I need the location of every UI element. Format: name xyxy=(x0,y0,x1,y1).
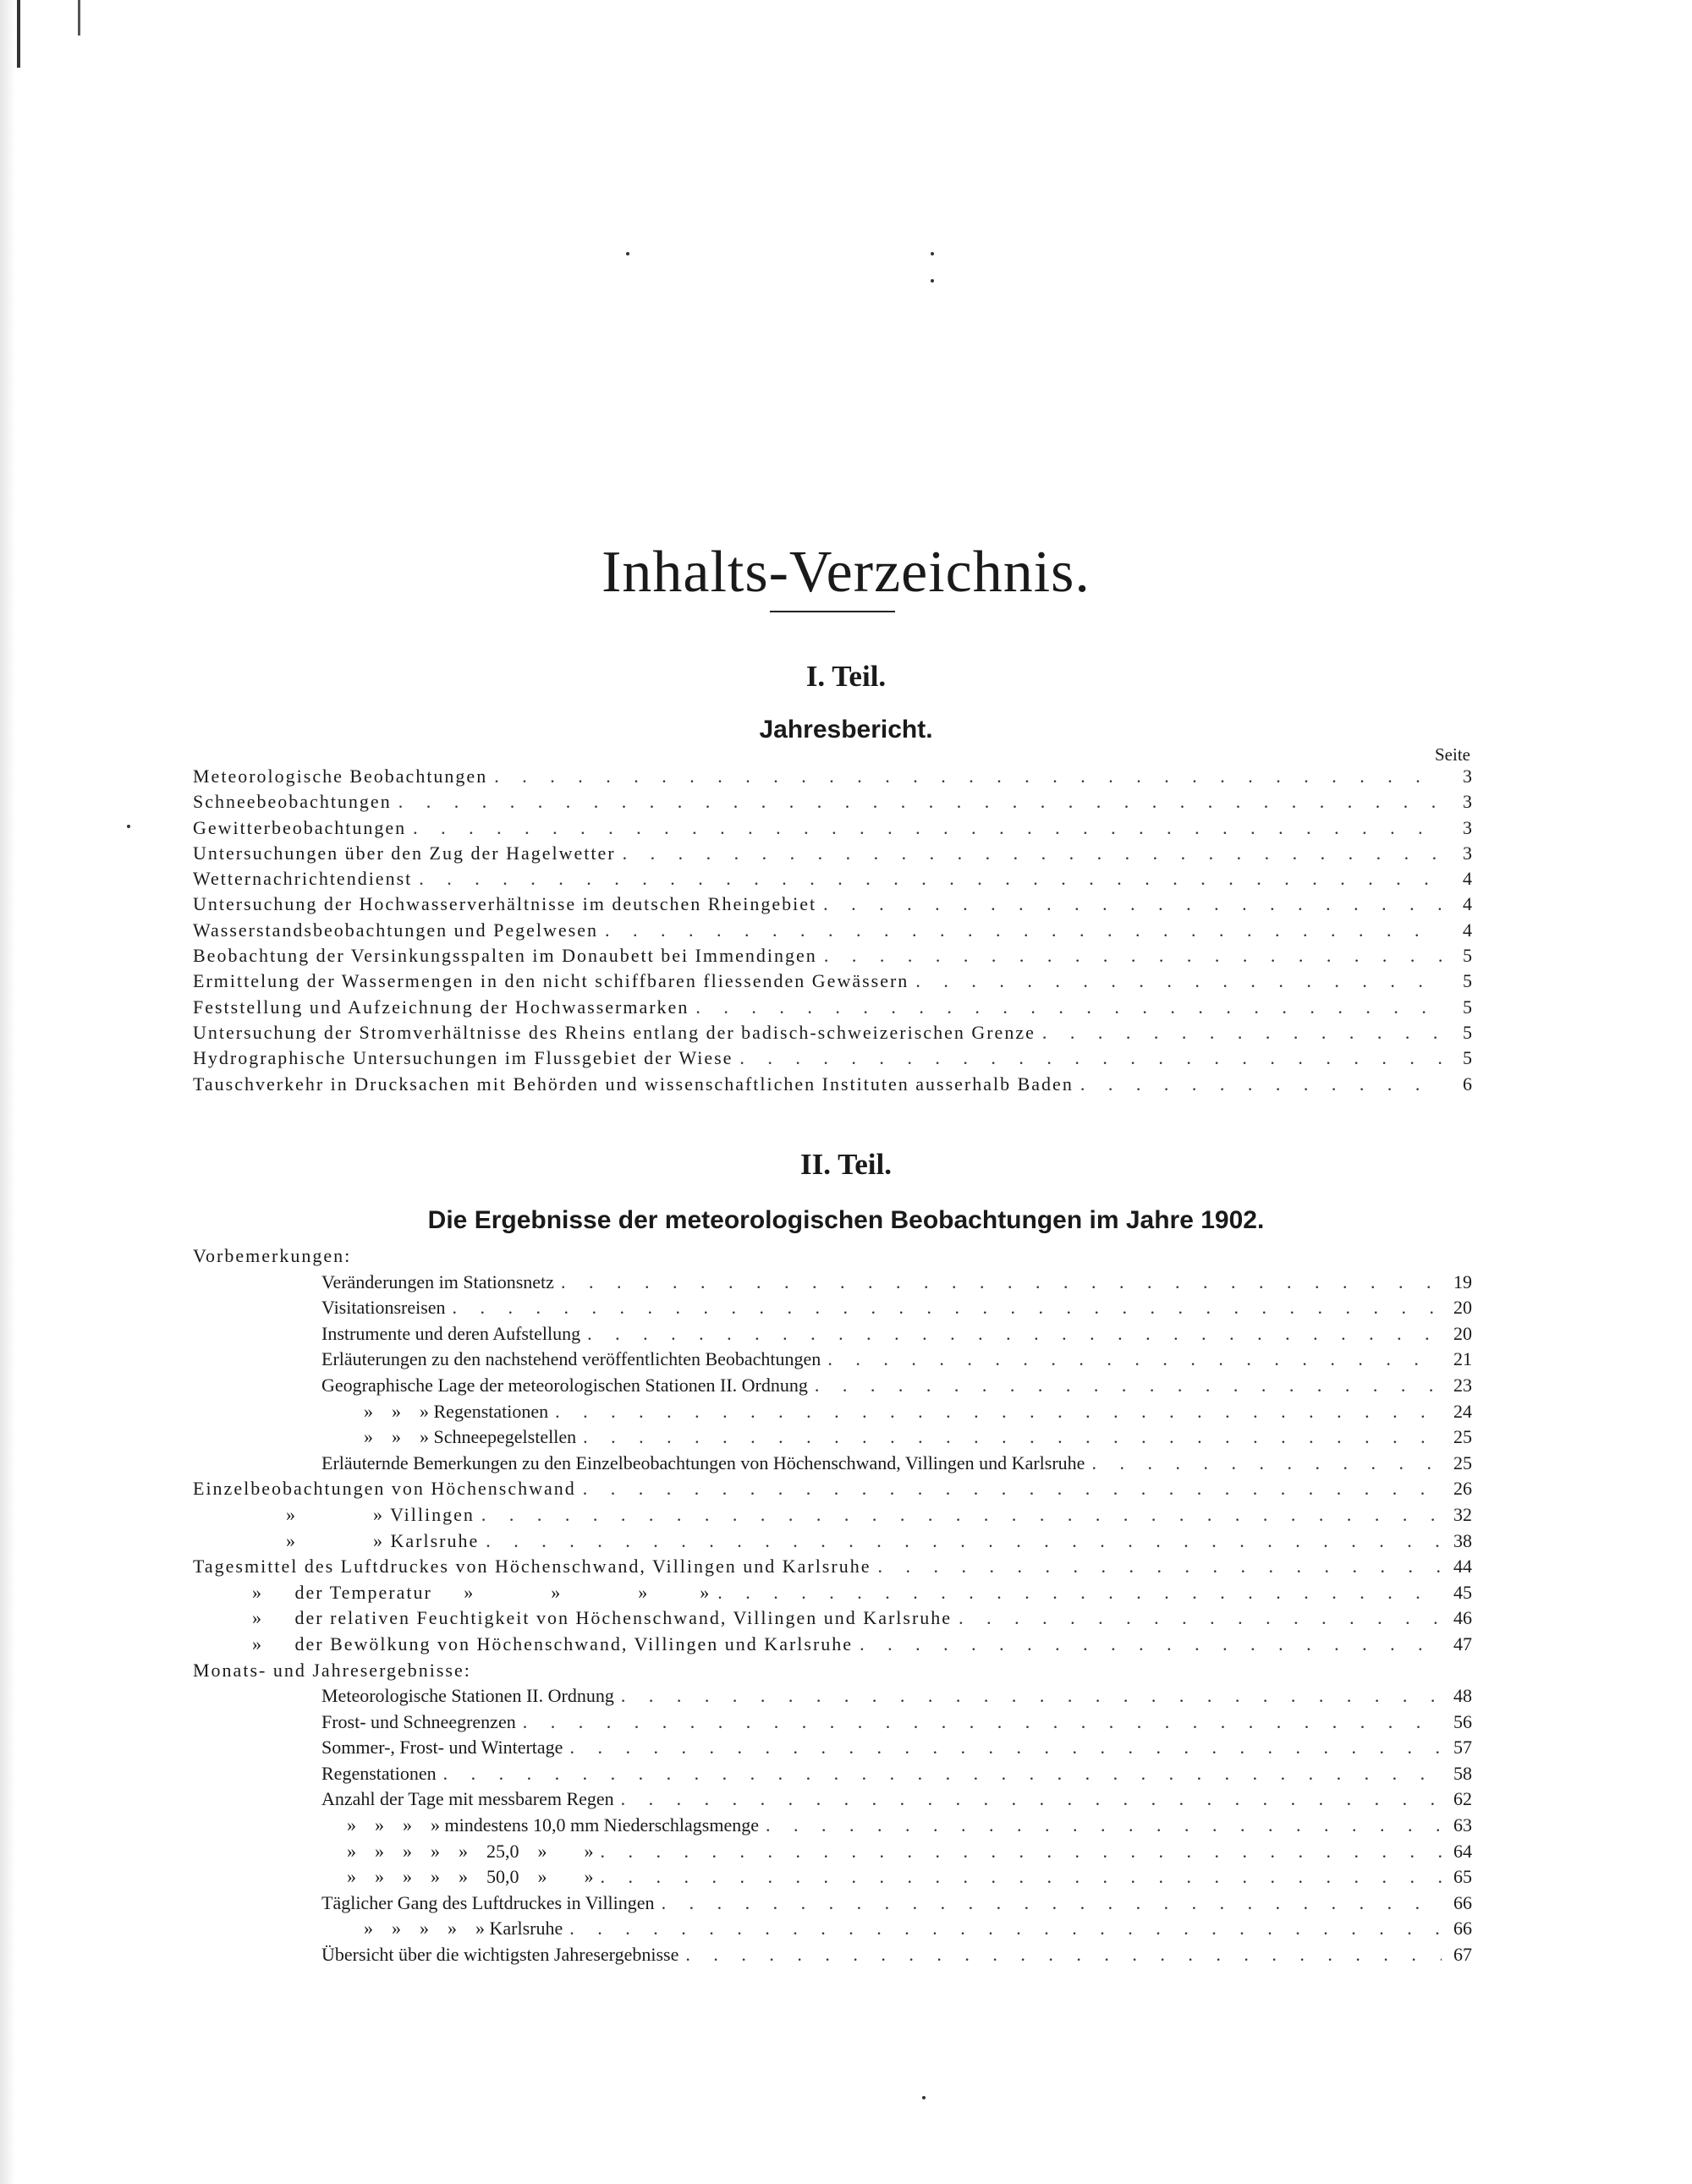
toc-entry xyxy=(193,866,1472,892)
toc-entry-text: Untersuchungen über den Zug der Hagelwetter xyxy=(193,842,616,864)
leader-dots xyxy=(583,1476,1442,1502)
toc-entry-text: » » » Regenstationen xyxy=(364,1400,549,1422)
toc-entry-text: Untersuchung der Hochwasserverhältnisse im deutschen Rheingebiet xyxy=(193,893,817,915)
toc-entry xyxy=(193,969,1472,994)
toc-entry xyxy=(193,1890,1472,1917)
toc-entry xyxy=(193,918,1472,943)
toc-entry-page: 67 xyxy=(1453,1944,1472,1966)
leader-dots xyxy=(827,1347,1442,1373)
leader-dots xyxy=(717,1580,1442,1606)
toc-entry-text: Feststellung und Aufzeichnung der Hochwassermarken xyxy=(193,996,689,1018)
part2-title: II. Teil. xyxy=(800,1148,892,1181)
toc-entry-page: 64 xyxy=(1453,1840,1472,1862)
toc-entry-page: 5 xyxy=(1463,1047,1472,1069)
toc-entry-page: 5 xyxy=(1463,996,1472,1018)
toc-entry-page: 58 xyxy=(1453,1762,1472,1784)
toc-entry xyxy=(193,943,1472,969)
toc-entry-text: Übersicht über die wichtigsten Jahresergebnisse xyxy=(321,1944,679,1966)
toc-entry xyxy=(193,995,1472,1020)
part1-toc xyxy=(193,764,1472,1097)
leader-dots xyxy=(824,943,1442,969)
toc-entry-page: 38 xyxy=(1453,1529,1472,1551)
toc-entry-text: Erläuternde Bemerkungen zu den Einzelbeobachtungen von Höchenschwand, Villingen und Karlsruhe xyxy=(321,1451,1085,1473)
toc-entry xyxy=(193,1839,1472,1865)
scan-speck xyxy=(931,279,934,283)
toc-entry xyxy=(193,1528,1472,1555)
toc-entry-page: 3 xyxy=(1463,816,1472,838)
scan-speck xyxy=(127,825,130,828)
toc-entry-page: 20 xyxy=(1453,1322,1472,1344)
toc-entry-page: 4 xyxy=(1463,868,1472,890)
leader-dots xyxy=(419,866,1442,892)
leader-dots xyxy=(453,1295,1442,1321)
part2-toc xyxy=(193,1243,1472,1968)
toc-entry-text: Einzelbeobachtungen von Höchenschwand xyxy=(193,1478,576,1500)
toc-entry-text: Sommer-, Frost- und Wintertage xyxy=(321,1737,563,1759)
leader-dots xyxy=(621,1786,1442,1813)
toc-entry-page: 24 xyxy=(1453,1400,1472,1422)
leader-dots xyxy=(877,1554,1442,1580)
toc-entry-page: 5 xyxy=(1463,970,1472,992)
toc-entry xyxy=(193,1424,1472,1451)
leader-dots xyxy=(583,1424,1442,1451)
toc-entry-text: » » Villingen xyxy=(286,1503,475,1525)
toc-entry xyxy=(193,1295,1472,1321)
toc-entry-text: Instrumente und deren Aufstellung xyxy=(321,1322,581,1344)
page-title: Inhalts-Verzeichnis. xyxy=(602,539,1090,605)
toc-entry-text: Ermittelung der Wassermengen in den nicht schiffbaren fliessenden Gewässern xyxy=(193,970,909,992)
toc-entry-page: 3 xyxy=(1463,842,1472,864)
toc-entry-text: » der relativen Feuchtigkeit von Höchenschwand, Villingen und Karlsruhe xyxy=(252,1607,953,1629)
leader-dots xyxy=(561,1270,1442,1296)
scan-speck xyxy=(626,252,629,255)
leader-dots xyxy=(494,764,1442,789)
toc-entry-text: Wasserstandsbeobachtungen und Pegelwesen xyxy=(193,919,599,941)
toc-entry-text: » der Temperatur » » » » xyxy=(252,1581,711,1603)
toc-entry xyxy=(193,1605,1472,1632)
leader-dots xyxy=(685,1942,1442,1968)
toc-entry xyxy=(193,1580,1472,1606)
toc-entry xyxy=(193,1476,1472,1502)
toc-entry-text: » » » » » Karlsruhe xyxy=(364,1918,563,1940)
toc-entry xyxy=(193,1761,1472,1787)
toc-entry xyxy=(193,1632,1472,1658)
toc-entry-text: » » » » » 25,0 » » xyxy=(347,1840,594,1862)
leader-dots xyxy=(860,1632,1442,1658)
toc-entry xyxy=(193,1864,1472,1890)
toc-entry-page: 6 xyxy=(1463,1073,1472,1095)
toc-entry-page: 4 xyxy=(1463,919,1472,941)
toc-entry-page: 5 xyxy=(1463,945,1472,967)
toc-entry xyxy=(193,1347,1472,1373)
toc-entry xyxy=(193,1942,1472,1968)
part2-section-title: Die Ergebnisse der meteorologischen Beobachtungen im Jahre 1902. xyxy=(427,1206,1265,1234)
part1-section-title: Jahresbericht. xyxy=(759,716,933,744)
toc-entry-text: Meteorologische Stationen II. Ordnung xyxy=(321,1685,614,1707)
toc-entry xyxy=(193,815,1472,841)
toc-entry-text: Regenstationen xyxy=(321,1762,437,1784)
toc-entry xyxy=(193,1020,1472,1045)
toc-entry-text: Tauschverkehr in Drucksachen mit Behörden und wissenschaftlichen Instituten ausserhalb Baden xyxy=(193,1073,1074,1095)
leader-dots xyxy=(621,1683,1442,1709)
toc-entry-page: 62 xyxy=(1453,1788,1472,1810)
toc-entry-text: » » » » » 50,0 » » xyxy=(347,1866,594,1888)
scan-mark xyxy=(17,0,20,68)
toc-entry-text: Anzahl der Tage mit messbarem Regen xyxy=(321,1788,614,1810)
toc-entry-page: 5 xyxy=(1463,1021,1472,1043)
leader-dots xyxy=(443,1761,1442,1787)
leader-dots xyxy=(695,995,1442,1020)
leader-dots xyxy=(398,789,1442,815)
leader-dots xyxy=(601,1864,1442,1890)
toc-entry-text: Frost- und Schneegrenzen xyxy=(321,1710,516,1732)
leader-dots xyxy=(623,841,1442,866)
toc-entry-page: 65 xyxy=(1453,1866,1472,1888)
toc-group-heading: Monats- und Jahresergebnisse: xyxy=(193,1659,471,1681)
toc-entry-text: Beobachtung der Versinkungsspalten im Donaubett bei Immendingen xyxy=(193,945,817,967)
toc-entry-page: 45 xyxy=(1453,1581,1472,1603)
leader-dots xyxy=(481,1502,1442,1528)
toc-entry-page: 20 xyxy=(1453,1297,1472,1319)
toc-entry xyxy=(193,1321,1472,1347)
toc-entry-text: » » Karlsruhe xyxy=(286,1529,480,1551)
toc-entry xyxy=(193,1786,1472,1813)
scan-speck xyxy=(931,252,934,255)
toc-entry xyxy=(193,1399,1472,1425)
toc-entry-text: Meteorologische Beobachtungen xyxy=(193,765,488,787)
toc-entry xyxy=(193,1502,1472,1528)
toc-entry-text: » der Bewölkung von Höchenschwand, Villingen und Karlsruhe xyxy=(252,1633,854,1654)
leader-dots xyxy=(766,1813,1442,1839)
leader-dots xyxy=(523,1709,1442,1736)
leader-dots xyxy=(915,969,1442,994)
toc-entry-page: 63 xyxy=(1453,1814,1472,1836)
toc-entry xyxy=(193,1916,1472,1942)
toc-entry-text: Hydrographische Untersuchungen im Flussgebiet der Wiese xyxy=(193,1047,733,1069)
toc-entry-text: Schneebeobachtungen xyxy=(193,791,392,813)
leader-dots xyxy=(1091,1451,1442,1477)
toc-entry-text: Gewitterbeobachtungen xyxy=(193,816,407,838)
toc-entry-text: » » » Schneepegelstellen xyxy=(364,1426,577,1448)
leader-dots xyxy=(662,1890,1442,1917)
title-rule xyxy=(770,611,895,612)
toc-entry-page: 4 xyxy=(1463,893,1472,915)
toc-entry xyxy=(193,1270,1472,1296)
toc-entry-page: 47 xyxy=(1453,1633,1472,1654)
toc-entry-page: 3 xyxy=(1463,765,1472,787)
toc-entry-page: 23 xyxy=(1453,1374,1472,1396)
toc-entry xyxy=(193,764,1472,789)
toc-entry-text: » » » » mindestens 10,0 mm Niederschlagsmenge xyxy=(347,1814,759,1836)
toc-entry-text: Geographische Lage der meteorologischen Stationen II. Ordnung xyxy=(321,1374,808,1396)
toc-entry xyxy=(193,1709,1472,1736)
toc-entry-page: 25 xyxy=(1453,1451,1472,1473)
leader-dots xyxy=(823,892,1442,917)
part1-title: I. Teil. xyxy=(805,660,887,693)
scan-edge xyxy=(0,0,15,2184)
toc-entry xyxy=(193,1554,1472,1580)
toc-entry-page: 46 xyxy=(1453,1607,1472,1629)
toc-entry xyxy=(193,841,1472,866)
toc-entry xyxy=(193,1735,1472,1761)
toc-entry-page: 32 xyxy=(1453,1503,1472,1525)
toc-entry-text: Wetternachrichtendienst xyxy=(193,868,413,890)
leader-dots xyxy=(1042,1020,1442,1045)
toc-entry xyxy=(193,892,1472,917)
toc-entry-page: 66 xyxy=(1453,1891,1472,1913)
toc-entry-page: 3 xyxy=(1463,791,1472,813)
toc-entry xyxy=(193,1451,1472,1477)
toc-entry-text: Tagesmittel des Luftdruckes von Höchenschwand, Villingen und Karlsruhe xyxy=(193,1556,871,1578)
toc-entry xyxy=(193,1813,1472,1839)
scan-mark xyxy=(78,0,80,36)
leader-dots xyxy=(739,1045,1442,1071)
toc-entry-page: 57 xyxy=(1453,1737,1472,1759)
toc-entry-page: 66 xyxy=(1453,1918,1472,1940)
leader-dots xyxy=(815,1373,1442,1399)
leader-dots xyxy=(569,1735,1442,1761)
toc-entry xyxy=(193,1683,1472,1709)
toc-entry-page: 19 xyxy=(1453,1270,1472,1292)
toc-entry-page: 21 xyxy=(1453,1348,1472,1370)
toc-entry-page: 56 xyxy=(1453,1710,1472,1732)
toc-entry-page: 25 xyxy=(1453,1426,1472,1448)
leader-dots xyxy=(605,918,1442,943)
leader-dots xyxy=(486,1528,1442,1555)
leader-dots xyxy=(601,1839,1442,1865)
leader-dots xyxy=(413,815,1442,841)
leader-dots xyxy=(587,1321,1442,1347)
toc-entry-page: 26 xyxy=(1453,1478,1472,1500)
leader-dots xyxy=(555,1399,1442,1425)
toc-entry-text: Veränderungen im Stationsnetz xyxy=(321,1270,554,1292)
leader-dots xyxy=(959,1605,1442,1632)
scan-speck xyxy=(922,2096,926,2099)
toc-entry xyxy=(193,1072,1472,1097)
toc-entry-page: 48 xyxy=(1453,1685,1472,1707)
seite-label: Seite xyxy=(1435,744,1470,765)
toc-entry-text: Visitationsreisen xyxy=(321,1297,446,1319)
toc-group-heading: Vorbemerkungen: xyxy=(193,1245,352,1266)
toc-entry-page: 44 xyxy=(1453,1556,1472,1578)
leader-dots xyxy=(569,1916,1442,1942)
leader-dots xyxy=(1080,1072,1442,1097)
toc-entry xyxy=(193,1045,1472,1071)
toc-entry-text: Untersuchung der Stromverhältnisse des Rheins entlang der badisch-schweizerischen Grenze xyxy=(193,1021,1036,1043)
toc-entry xyxy=(193,1373,1472,1399)
toc-entry-text: Erläuterungen zu den nachstehend veröffentlichten Beobachtungen xyxy=(321,1348,821,1370)
toc-entry xyxy=(193,789,1472,815)
toc-entry-text: Täglicher Gang des Luftdruckes in Villingen xyxy=(321,1891,655,1913)
